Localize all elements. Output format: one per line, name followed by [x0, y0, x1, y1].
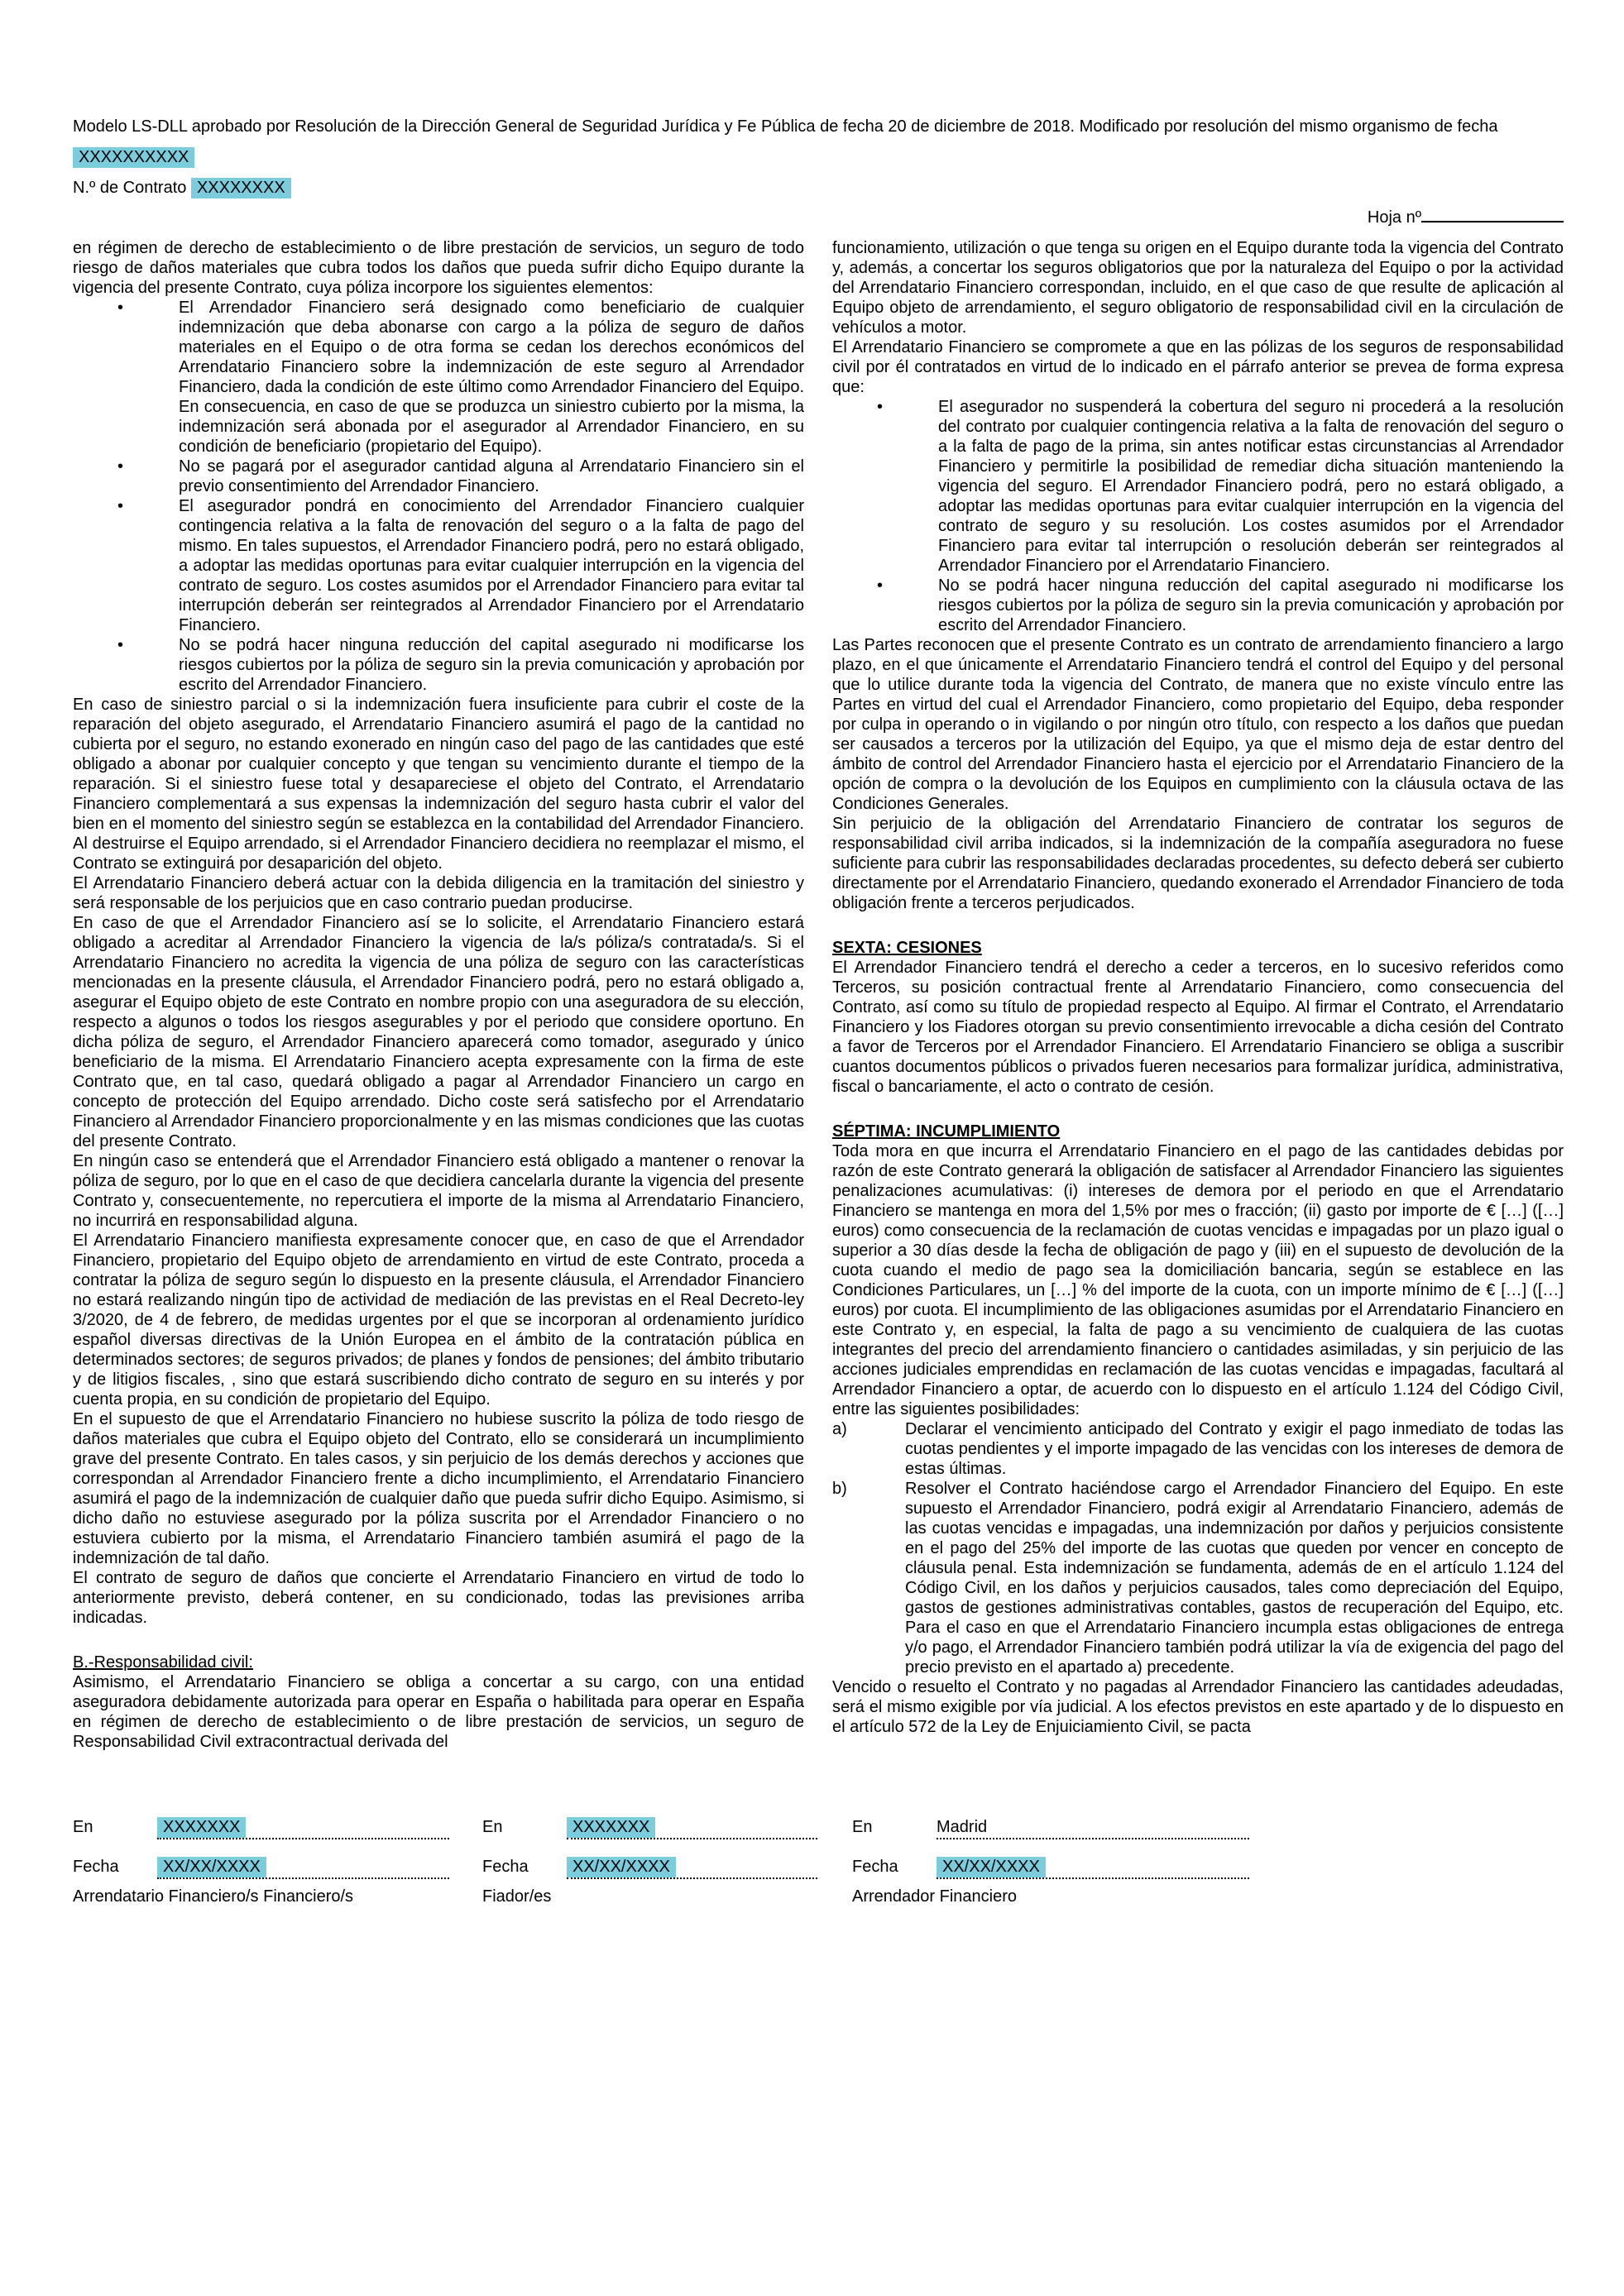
signature-date-row: [852, 1839, 1249, 1879]
paragraph: En el supuesto de que el Arrendatario Financiero no hubiese suscrito la póliza de todo riesgo de daños materiales que cubra el Equipo objeto del Contrato, ello se considerará un incumplimiento grave del presente Contrato. En tales casos, y sin perjuicio de los demás derechos y acciones que correspondan al Arrendador Financiero frente a dicho incumplimiento, el Arrendatario Financiero asumirá el pago de la indemnización de cualquier daño que pueda sufrir dicho Equipo. Asimismo, si dicho daño no estuviese asegurado por la póliza suscrita por el Arrendador Financiero o no estuviera cubierto por la misma, el Arrendatario Financiero también asumirá el pago de la indemnización de tal daño.: [73, 1410, 804, 1567]
bullet-icon: •: [117, 299, 124, 317]
list-item-a: [832, 1419, 1564, 1479]
sheet-number-line: [73, 205, 1564, 230]
bullet-text: No se pagará por el asegurador cantidad alguna al Arrendatario Financiero sin el previo consentimiento del Arrendador Financiero.: [179, 457, 804, 495]
signature-party-label: Arrendatario Financiero/s Financiero/s: [73, 1887, 354, 1906]
bullet-text: No se podrá hacer ninguna reducción del capital asegurado ni modificarse los riesgos cubiertos por la póliza de seguro sin la previa comunicación y aprobación por escrito del Arrendador Financiero.: [179, 636, 804, 694]
paragraph: El Arrendatario Financiero se compromete a que en las pólizas de los seguros de responsabilidad civil por él contratados en virtud de lo indicado en el párrafo anterior se prevea de forma expresa que:: [832, 338, 1564, 396]
document-header: [73, 112, 1564, 203]
place-label: En: [482, 1818, 503, 1836]
signature-place-row: [852, 1800, 1249, 1839]
list-item-label: a): [832, 1420, 847, 1438]
place-value: Madrid: [937, 1818, 988, 1836]
bullet-text: El asegurador pondrá en conocimiento del Arrendador Financiero cualquier contingencia relativa a la falta de renovación del seguro o a la falta de pago del mismo. En tales supuestos, el Arrendador Financiero podrá, pero no estará obligado, a adoptar las medidas oportunas para evitar cualquier interrupción en la vigencia del contrato de seguro. Los costes asumidos por el Arrendador Financiero para evitar tal interrupción deberán ser reintegrados al Arrendador Financiero por el Arrendatario Financiero.: [179, 497, 804, 634]
sheet-number-label: Hoja nº: [1367, 208, 1421, 227]
date-label: Fecha: [852, 1858, 898, 1876]
signature-place-row: [482, 1800, 817, 1839]
date-field[interactable]: [937, 1857, 1249, 1879]
paragraph: El Arrendatario Financiero deberá actuar con la debida diligencia en la tramitación del siniestro y será responsable de los perjuicios que en caso contrario puedan producirse.: [73, 874, 804, 912]
paragraph: Las Partes reconocen que el presente Contrato es un contrato de arrendamiento financiero a largo plazo, en el que únicamente el Arrendatario Financiero tendrá el control del Equipo y del personal que lo utilice durante toda la vigencia del Contrato, de manera que no existe vínculo entre las Partes en virtud del cual el Arrendador Financiero, como propietario del Equipo, deba responder por culpa in operando o in vigilando o por ningún otro título, con respecto a los daños que puedan ser causados a terceros por la utilización del Equipo, ya que el mismo deja de estar dentro del ámbito de control del Arrendador Financiero hasta el ejercicio por el Arrendatario Financiero de la opción de compra o la devolución de los Equipos en cumplimiento con la cláusula octava de las Condiciones Generales.: [832, 636, 1564, 813]
bullet-text: No se podrá hacer ninguna reducción del capital asegurado ni modificarse los riesgos cubiertos por la póliza de seguro sin la previa comunicación y aprobación por escrito del Arrendador Financiero.: [938, 576, 1564, 634]
place-label: En: [73, 1818, 93, 1836]
place-value: XXXXXXX: [157, 1817, 246, 1838]
bullet-item: [832, 576, 1564, 635]
date-label: Fecha: [482, 1858, 529, 1876]
place-value: XXXXXXX: [567, 1817, 655, 1838]
bullet-item: [73, 457, 804, 496]
bullet-text: El asegurador no suspenderá la cobertura del seguro ni procederá a la resolución del contrato por cualquier contingencia relativa a la falta de renovación del seguro o a la falta de pago de la prima, sin antes notificar estas circunstancias al Arrendador Financiero y permitirle la posibilidad de remediar dicha situación manteniendo la vigencia del seguro. El Arrendador Financiero podrá, pero no estará obligado, a adoptar las medidas oportunas para evitar cualquier interrupción en la vigencia del contrato de seguro y su resolución. Los costes asumidos por el Arrendador Financiero para evitar tal interrupción o resolución deberán ser reintegrados al Arrendador Financiero por el Arrendatario Financiero.: [938, 398, 1564, 575]
list-item-b: [832, 1479, 1564, 1677]
paragraph: funcionamiento, utilización o que tenga su origen en el Equipo durante toda la vigencia del Contrato y, además, a concertar los seguros obligatorios que por la naturaleza del Equipo o por la actividad del Arrendatario Financiero correspondan, incluido, en el que caso de que resulte de aplicación al Equipo objeto de arrendamiento, el seguro obligatorio de responsabilidad civil en la circulación de vehículos a motor.: [832, 239, 1564, 337]
header-model-text: Modelo LS-DLL aprobado por Resolución de la Dirección General de Seguridad Jurídica y Fe Pública de fecha 20 de diciembre de 2018. Modificado por resolución del mismo organismo de fecha: [73, 117, 1498, 136]
bullet-item: [832, 397, 1564, 576]
signature-place-row: [73, 1800, 449, 1839]
left-column: [73, 238, 804, 1752]
place-field[interactable]: [937, 1817, 1249, 1839]
header-fecha-value: XXXXXXXXXX: [73, 147, 194, 168]
place-field[interactable]: [157, 1817, 449, 1839]
signature-block-arrendatario: [73, 1800, 449, 1906]
paragraph: En caso de siniestro parcial o si la indemnización fuera insuficiente para cubrir el coste de la reparación del objeto asegurado, el Arrendatario Financiero asumirá el pago de la cantidad no cubierta por el seguro, no estando exonerado en ningún caso del pago de las cantidades que esté obligado a abonar por cualquier concepto y que tengan su vencimiento durante el tiempo de la reparación. Si el siniestro fuese total y desapareciese el objeto del Contrato, el Arrendatario Financiero complementará a sus expensas la indemnización del seguro hasta cubrir el valor del bien en el momento del siniestro según se establezca en la contabilidad del Arrendador Financiero. Al destruirse el Equipo arrendado, si el Arrendador Financiero decidiera no reemplazar el mismo, el Contrato se extinguirá por desaparición del objeto.: [73, 696, 804, 873]
date-field[interactable]: [157, 1857, 449, 1879]
signature-block-arrendador: [852, 1800, 1249, 1906]
bullet-text: El Arrendador Financiero será designado como beneficiario de cualquier indemnización que deba abonarse con cargo a la póliza de seguro de daños materiales en el Equipo o de otra forma se cedan los derechos económicos del Arrendatario Financiero sobre la indemnización de este seguro al Arrendador Financiero, dada la condición de este último como Arrendador Financiero del Equipo. En consecuencia, en caso de que se produzca un siniestro cubierto por la misma, la indemnización será abonada por el asegurador al Arrendador Financiero, en su condición de beneficiario (propietario del Equipo).: [179, 299, 804, 456]
section-heading-sexta-cesiones: SEXTA: CESIONES: [832, 939, 982, 957]
body-columns: [73, 238, 1564, 1752]
list-item-text: Declarar el vencimiento anticipado del Contrato y exigir el pago inmediato de todas las cuotas pendientes y el importe impagado de las vencidas con los intereses de demora de estas últimas.: [905, 1420, 1564, 1478]
bullet-icon: •: [877, 576, 884, 595]
signature-section: [73, 1800, 1564, 1906]
signature-date-row: [73, 1839, 449, 1879]
paragraph: Vencido o resuelto el Contrato y no pagadas al Arrendador Financiero las cantidades adeudadas, será el mismo exigible por vía judicial. A los efectos previstos en este apartado y de lo dispuesto en el artículo 572 de la Ley de Enjuiciamiento Civil, se pacta: [832, 1678, 1564, 1736]
list-item-label: b): [832, 1480, 847, 1498]
bullet-item: [73, 298, 804, 457]
list-item-text: Resolver el Contrato haciéndose cargo el Arrendador Financiero del Equipo. En este supuesto el Arrendador Financiero, podrá exigir al Arrendatario Financiero, además de las cuotas vencidas e impagadas, una indemnización por daños y perjuicios consistente en el pago del 25% del importe de las cuotas que queden por vencer en concepto de cláusula penal. Esta indemnización se fundamenta, además de en el artículo 1.124 del Código Civil, en los daños y perjuicios causados, tales como depreciación del Equipo, gastos de gestiones administrativas contables, gastos de recuperación del Equipo, etc. Para el caso en que el Arrendatario Financiero incumpla estas obligaciones de entrega y/o pago, el Arrendador Financiero también podrá utilizar la vía de exigencia del pago del precio previsto en el apartado a) precedente.: [905, 1480, 1564, 1677]
date-value: XX/XX/XXXX: [937, 1857, 1046, 1877]
bullet-item: [73, 496, 804, 635]
place-field[interactable]: [567, 1817, 817, 1839]
paragraph: en régimen de derecho de establecimiento o de libre prestación de servicios, un seguro de todo riesgo de daños materiales que cubra todos los daños que pueda sufrir dicho Equipo durante la vigencia del presente Contrato, cuya póliza incorpore los siguientes elementos:: [73, 239, 804, 297]
date-value: XX/XX/XXXX: [157, 1857, 266, 1877]
paragraph: En caso de que el Arrendador Financiero así se lo solicite, el Arrendatario Financiero estará obligado a acreditar al Arrendador Financiero la vigencia de la/s póliza/s contratada/s. Si el Arrendatario Financiero no acredita la vigencia de una póliza de seguro con las características mencionadas en la presente cláusula, el Arrendador Financiero podrá, pero no estará obligado a, asegurar el Equipo objeto de este Contrato en nombre propio con una aseguradora de su elección, respecto a algunos o todos los riesgos asegurables y por el periodo que considere oportuno. En dicha póliza de seguro, el Arrendador Financiero aparecerá como tomador, asegurado y único beneficiario de la misma. El Arrendatario Financiero acepta expresamente con la firma de este Contrato que, en tal caso, quedará obligado a pagar al Arrendador Financiero un cargo en concepto de protección del Equipo arrendado. Dicho coste será satisfecho por el Arrendatario Financiero al Arrendador Financiero proporcionalmente y en las mismas condiciones que las cuotas del presente Contrato.: [73, 914, 804, 1150]
section-heading-responsabilidad-civil: B.-Responsabilidad civil:: [73, 1653, 253, 1672]
date-value: XX/XX/XXXX: [567, 1857, 676, 1877]
bullet-icon: •: [117, 497, 124, 515]
bullet-icon: •: [117, 457, 124, 476]
date-field[interactable]: [567, 1857, 817, 1879]
paragraph: El Arrendador Financiero tendrá el derecho a ceder a terceros, en lo sucesivo referidos como Terceros, su posición contractual frente al Arrendatario Financiero, como consecuencia del Contrato, así como su título de propiedad respecto al Equipo. Al firmar el Contrato, el Arrendatario Financiero y los Fiadores otorgan su previo consentimiento irrevocable a dicha cesión del Contrato a favor de Terceros por el Arrendador Financiero. El Arrendatario Financiero se obliga a suscribir cuantos documentos públicos o privados fueren necesarios para formalizar jurídica, administrativa, fiscal o bancariamente, el acto o contrato de cesión.: [832, 959, 1564, 1096]
paragraph: Toda mora en que incurra el Arrendatario Financiero en el pago de las cantidades debidas por razón de este Contrato generará la obligación de satisfacer al Arrendador Financiero las siguientes penalizaciones acumulativas: (i) intereses de demora por el periodo en que el Arrendatario Financiero se mantenga en mora del 1,5% por mes o fracción; (ii) gasto por importe de € […] ([…] euros) como consecuencia de la reclamación de cuotas vencidas e impagadas por un plazo igual o superior a 30 días desde la fecha de obligación de pago y (iii) en el supuesto de devolución de la cuota cuando el medio de pago sea la domiciliación bancaria, según se establece en las Condiciones Particulares, un […] % del importe de la cuota, con un importe mínimo de € […] ([…] euros) por cuota. El incumplimiento de las obligaciones asumidas por el Arrendatario Financiero en este Contrato y, en especial, la falta de pago a su vencimiento de cualquiera de las cuotas integrantes del precio del arrendamiento financiero o cantidades asimiladas, y sin perjuicio de las acciones judiciales emprendidas en reclamación de las cuotas vencidas e impagadas, facultará al Arrendador Financiero a optar, de acuerdo con lo dispuesto en el artículo 1.124 del Código Civil, entre las siguientes posibilidades:: [832, 1142, 1564, 1418]
sheet-number-blank: [1421, 211, 1564, 222]
paragraph: En ningún caso se entenderá que el Arrendador Financiero está obligado a mantener o renovar la póliza de seguro, por lo que en el caso de que decidiera cancelarla durante la vigencia del presente Contrato y, consecuentemente, no repercutiera el importe de la misma al Arrendatario Financiero, no incurrirá en responsabilidad alguna.: [73, 1152, 804, 1230]
signature-date-row: [482, 1839, 817, 1879]
paragraph: El contrato de seguro de daños que concierte el Arrendatario Financiero en virtud de todo lo anteriormente previsto, deberá contener, en su condicionado, todas las previsiones arriba indicadas.: [73, 1569, 804, 1627]
bullet-icon: •: [117, 636, 124, 654]
signature-party-label: Arrendador Financiero: [852, 1887, 1017, 1906]
place-label: En: [852, 1818, 873, 1836]
paragraph: Asimismo, el Arrendatario Financiero se obliga a concertar a su cargo, con una entidad aseguradora debidamente autorizada para operar en España o habilitada para operar en España en régimen de derecho de establecimiento o de libre prestación de servicios, un seguro de Responsabilidad Civil extracontractual derivada del: [73, 1673, 804, 1751]
contract-number-label: N.º de Contrato: [73, 179, 187, 197]
right-column: [832, 238, 1564, 1752]
contract-number-value: XXXXXXXX: [191, 178, 291, 199]
signature-block-fiador: [482, 1800, 817, 1906]
date-label: Fecha: [73, 1858, 119, 1876]
signature-party-label: Fiador/es: [482, 1887, 552, 1906]
paragraph: Sin perjuicio de la obligación del Arrendatario Financiero de contratar los seguros de responsabilidad civil arriba indicados, si la indemnización de la compañía aseguradora no fuese suficiente para cubrir las responsabilidades declaradas procedentes, su defecto deberá ser cubierto directamente por el Arrendatario Financiero, quedando exonerado el Arrendador Financiero de toda obligación frente a terceros perjudicados.: [832, 815, 1564, 912]
paragraph: El Arrendatario Financiero manifiesta expresamente conocer que, en caso de que el Arrendador Financiero, propietario del Equipo objeto de arrendamiento en virtud de este Contrato, proceda a contratar la póliza de seguro según lo dispuesto en la presente cláusula, el Arrendador Financiero no estará realizando ningún tipo de actividad de mediación de las previstas en el Real Decreto-ley 3/2020, de 4 de febrero, de medidas urgentes por el que se incorporan al ordenamiento jurídico español diversas directivas de la Unión Europea en el ámbito de la contratación pública en determinados sectores; de seguros privados; de planes y fondos de pensiones; del ámbito tributario y de litigios fiscales, , sino que estará suscribiendo dicho contrato de seguro en su interés y por cuenta propia, en su condición de propietario del Equipo.: [73, 1232, 804, 1409]
bullet-item: [73, 635, 804, 695]
section-heading-septima-incumplimiento: SÉPTIMA: INCUMPLIMIENTO: [832, 1122, 1061, 1141]
bullet-icon: •: [877, 398, 884, 416]
